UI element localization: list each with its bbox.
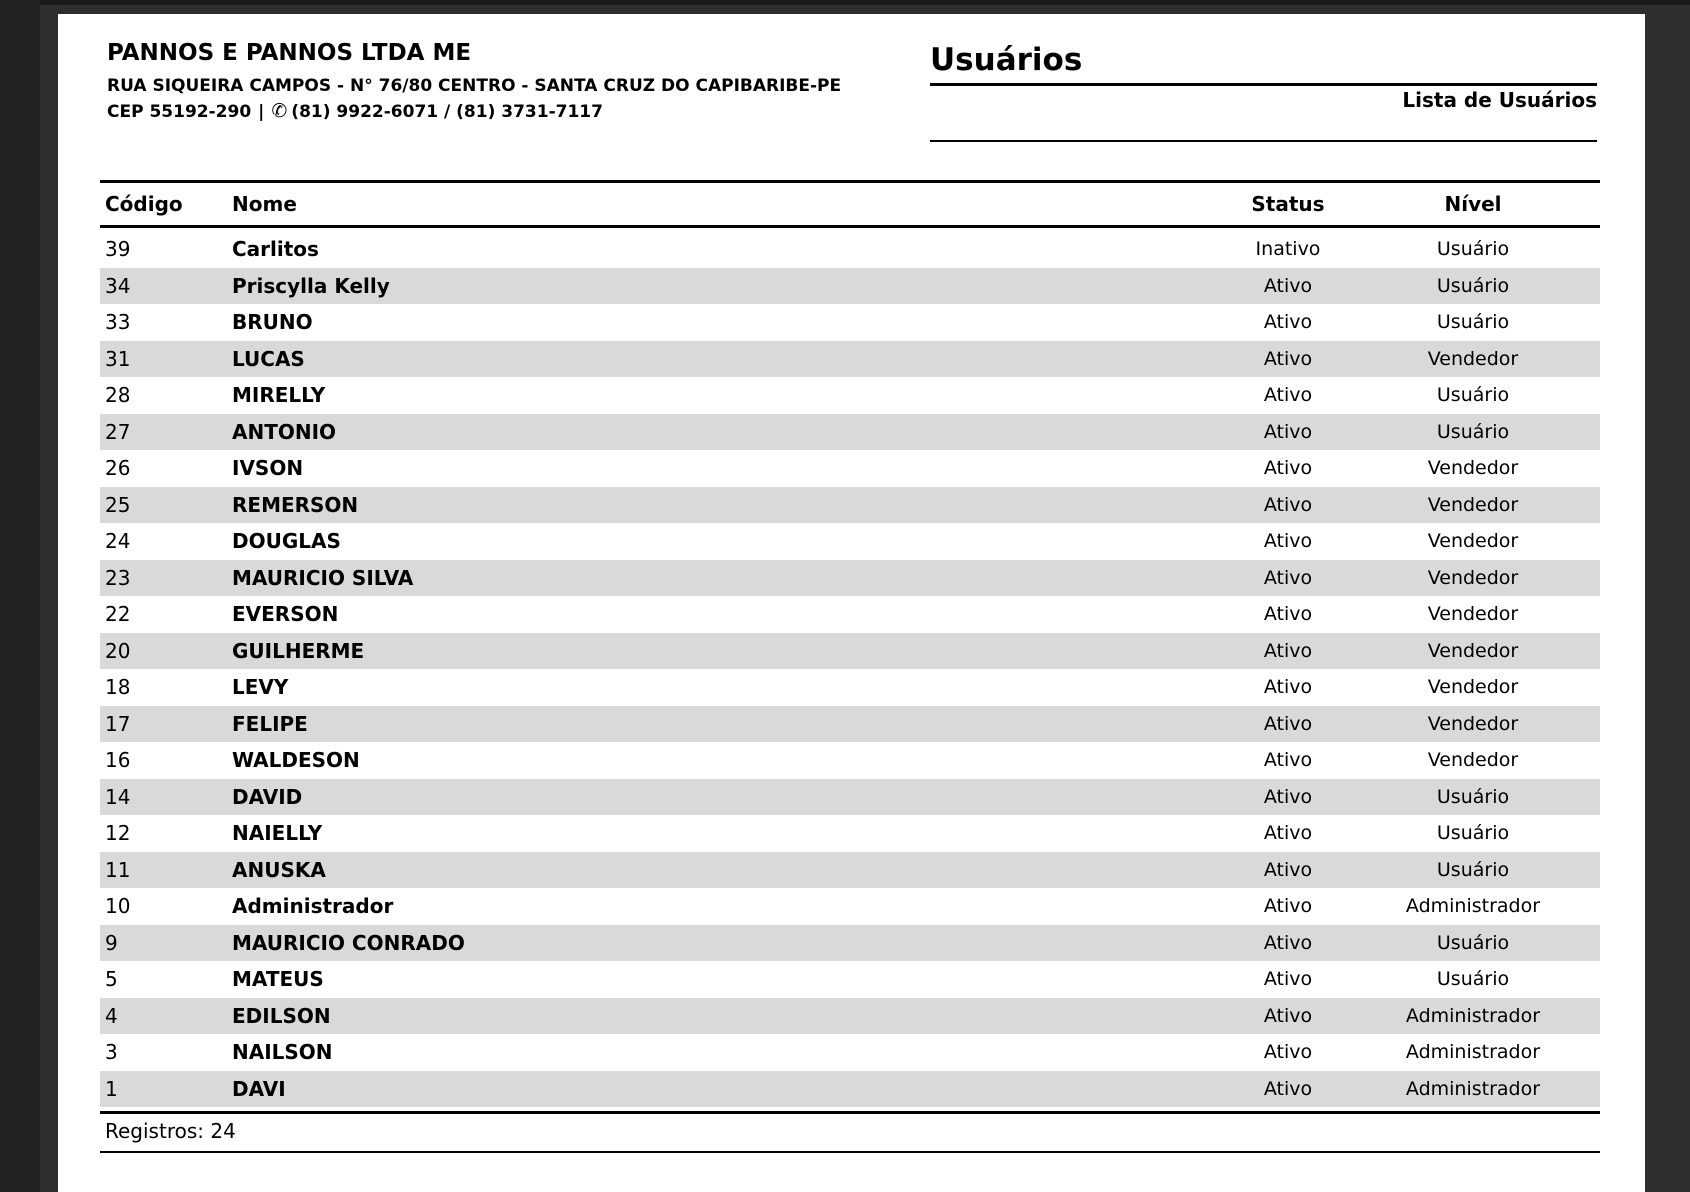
cell-codigo: 23 (105, 565, 131, 590)
cell-status: Ativo (1263, 420, 1313, 443)
cell-status: Ativo (1263, 931, 1313, 954)
cell-codigo: 27 (105, 419, 131, 444)
cell-nome: MATEUS (232, 967, 324, 992)
cell-status: Ativo (1263, 858, 1313, 881)
cell-status: Ativo (1263, 1004, 1313, 1027)
cell-codigo: 17 (105, 711, 131, 736)
cell-nome: LUCAS (232, 346, 305, 371)
cell-nivel: Usuário (1436, 785, 1510, 808)
table-row (100, 633, 1600, 670)
cell-status: Ativo (1263, 493, 1313, 516)
cell-nome: DAVI (232, 1076, 286, 1101)
cell-nivel: Vendedor (1427, 530, 1519, 553)
cell-nome: Administrador (232, 894, 394, 919)
cell-codigo: 4 (105, 1003, 118, 1028)
cell-status: Ativo (1263, 311, 1313, 334)
cell-status: Ativo (1263, 749, 1313, 772)
viewer-top-edge (0, 0, 1690, 5)
table-row (100, 779, 1600, 816)
cell-status: Ativo (1263, 384, 1313, 407)
cell-nivel: Usuário (1436, 931, 1510, 954)
table-row (100, 487, 1600, 524)
cell-codigo: 39 (105, 237, 131, 262)
cell-nivel: Vendedor (1427, 749, 1519, 772)
table-row (100, 231, 1600, 268)
footer-rule (100, 1151, 1600, 1153)
cell-status: Ativo (1263, 1041, 1313, 1064)
cell-nivel: Administrador (1405, 1077, 1541, 1100)
cell-status: Ativo (1263, 676, 1313, 699)
cell-nome: MAURICIO SILVA (232, 565, 414, 590)
cell-status: Ativo (1263, 822, 1313, 845)
cell-nome: MIRELLY (232, 383, 326, 408)
company-address: RUA SIQUEIRA CAMPOS - N° 76/80 CENTRO - SANTA CRUZ DO CAPIBARIBE-PE (107, 76, 842, 96)
company-cep: CEP 55192-290 (107, 102, 252, 122)
cell-nivel: Vendedor (1427, 457, 1519, 480)
cell-nivel: Vendedor (1427, 676, 1519, 699)
column-header-status: Status (1251, 192, 1325, 216)
cell-nivel: Usuário (1436, 420, 1510, 443)
cell-nivel: Usuário (1436, 858, 1510, 881)
cell-nome: Priscylla Kelly (232, 273, 390, 298)
cell-nivel: Usuário (1436, 822, 1510, 845)
table-row (100, 1034, 1600, 1071)
cell-codigo: 33 (105, 310, 131, 335)
cell-nivel: Usuário (1436, 968, 1510, 991)
cell-nome: EVERSON (232, 602, 339, 627)
cell-status: Ativo (1263, 530, 1313, 553)
cell-nome: DOUGLAS (232, 529, 341, 554)
cell-codigo: 16 (105, 748, 131, 773)
cell-nivel: Usuário (1436, 384, 1510, 407)
cell-nivel: Vendedor (1427, 493, 1519, 516)
table-row (100, 961, 1600, 998)
cell-nivel: Vendedor (1427, 712, 1519, 735)
table-row (100, 852, 1600, 889)
cell-status: Ativo (1263, 566, 1313, 589)
cell-nome: Carlitos (232, 237, 319, 262)
table-row (100, 341, 1600, 378)
cell-codigo: 11 (105, 857, 131, 882)
table-row (100, 450, 1600, 487)
cell-nivel: Usuário (1436, 238, 1510, 261)
cell-status: Ativo (1263, 347, 1313, 370)
table-row (100, 596, 1600, 633)
separator: | (258, 102, 265, 122)
table-row (100, 669, 1600, 706)
cell-codigo: 24 (105, 529, 131, 554)
cell-nivel: Vendedor (1427, 639, 1519, 662)
report-title: Usuários (930, 42, 1083, 78)
cell-nivel: Administrador (1405, 1041, 1541, 1064)
cell-status: Ativo (1263, 785, 1313, 808)
column-header-nivel: Nível (1444, 192, 1502, 216)
cell-nivel: Vendedor (1427, 347, 1519, 370)
cell-codigo: 31 (105, 346, 131, 371)
column-header-codigo: Código (105, 192, 183, 216)
cell-nome: REMERSON (232, 492, 359, 517)
table-row (100, 888, 1600, 925)
cell-codigo: 26 (105, 456, 131, 481)
cell-nivel: Administrador (1405, 1004, 1541, 1027)
cell-nome: EDILSON (232, 1003, 331, 1028)
cell-nome: ANUSKA (232, 857, 326, 882)
column-header-nome: Nome (232, 192, 297, 216)
cell-nome: DAVID (232, 784, 303, 809)
table-body (100, 231, 1600, 1107)
cell-codigo: 20 (105, 638, 131, 663)
cell-nivel: Usuário (1436, 274, 1510, 297)
record-count: Registros: 24 (105, 1119, 236, 1143)
cell-nome: IVSON (232, 456, 304, 481)
cell-status: Inativo (1255, 238, 1321, 261)
company-name: PANNOS E PANNOS LTDA ME (107, 40, 472, 66)
cell-nivel: Administrador (1405, 895, 1541, 918)
cell-status: Ativo (1263, 712, 1313, 735)
cell-nome: NAILSON (232, 1040, 333, 1065)
table-row (100, 742, 1600, 779)
cell-status: Ativo (1263, 274, 1313, 297)
table-row (100, 1071, 1600, 1108)
title-rule (930, 83, 1597, 86)
cell-codigo: 18 (105, 675, 131, 700)
cell-status: Ativo (1263, 1077, 1313, 1100)
cell-nivel: Usuário (1436, 311, 1510, 334)
cell-codigo: 14 (105, 784, 131, 809)
cell-nivel: Vendedor (1427, 566, 1519, 589)
table-row (100, 377, 1600, 414)
table-bottom-rule (100, 1111, 1600, 1114)
table-row (100, 998, 1600, 1035)
cell-status: Ativo (1263, 639, 1313, 662)
cell-nome: BRUNO (232, 310, 313, 335)
table-row (100, 815, 1600, 852)
subtitle-rule (930, 140, 1597, 142)
cell-nome: MAURICIO CONRADO (232, 930, 465, 955)
cell-codigo: 3 (105, 1040, 118, 1065)
report-page (58, 14, 1645, 1192)
cell-codigo: 22 (105, 602, 131, 627)
table-header (100, 180, 1600, 228)
cell-nome: ANTONIO (232, 419, 337, 444)
cell-nome: NAIELLY (232, 821, 323, 846)
cell-status: Ativo (1263, 968, 1313, 991)
cell-codigo: 9 (105, 930, 118, 955)
cell-codigo: 25 (105, 492, 131, 517)
table-row (100, 414, 1600, 451)
cell-status: Ativo (1263, 603, 1313, 626)
phone-icon: ✆ (271, 100, 288, 122)
table-row (100, 925, 1600, 962)
table-row (100, 268, 1600, 305)
cell-nome: GUILHERME (232, 638, 365, 663)
cell-codigo: 12 (105, 821, 131, 846)
viewer-left-edge (0, 0, 40, 1192)
cell-nome: FELIPE (232, 711, 308, 736)
cell-codigo: 1 (105, 1076, 118, 1101)
table-row (100, 523, 1600, 560)
table-row (100, 706, 1600, 743)
company-cep-phone (107, 100, 603, 122)
cell-status: Ativo (1263, 457, 1313, 480)
report-subtitle: Lista de Usuários (1402, 88, 1597, 112)
cell-nome: WALDESON (232, 748, 360, 773)
cell-codigo: 28 (105, 383, 131, 408)
cell-codigo: 5 (105, 967, 118, 992)
company-phone: (81) 9922-6071 / (81) 3731-7117 (291, 102, 603, 122)
cell-status: Ativo (1263, 895, 1313, 918)
cell-codigo: 34 (105, 273, 131, 298)
cell-nome: LEVY (232, 675, 289, 700)
cell-codigo: 10 (105, 894, 131, 919)
cell-nivel: Vendedor (1427, 603, 1519, 626)
table-row (100, 304, 1600, 341)
table-row (100, 560, 1600, 597)
